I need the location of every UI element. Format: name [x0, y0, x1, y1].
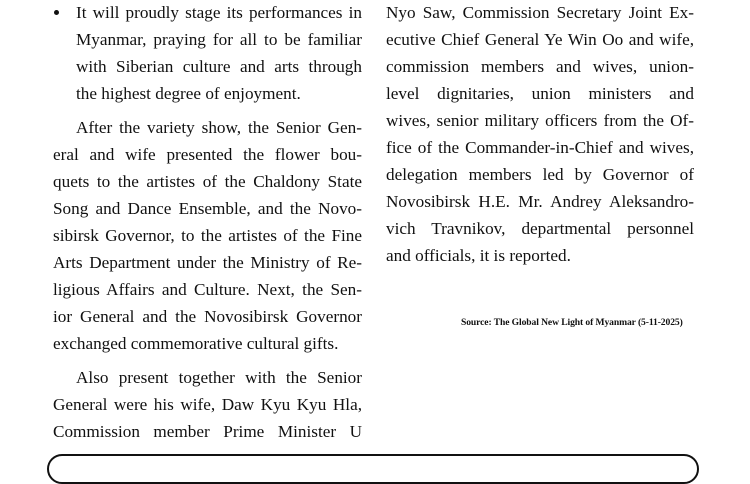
paragraph-line: level dignitaries, union ministers and: [386, 84, 694, 103]
left-column: [53, 0, 362, 445]
paragraph-line: wives, senior military officers from the Of-: [386, 111, 694, 130]
paragraph-line: After the variety show, the Senior Gen-: [76, 118, 362, 137]
bullet-item: [53, 0, 362, 107]
bullet-text-line: the highest degree of enjoyment.: [76, 84, 301, 103]
paragraph-line: commission members and wives, union-: [386, 57, 694, 76]
paragraph-line: eral and wife presented the flower bou-: [53, 145, 362, 164]
paragraph-line: Novosibirsk H.E. Mr. Andrey Aleksandro-: [386, 192, 694, 211]
paragraph-line: and officials, it is reported.: [386, 246, 571, 265]
paragraph-line: exchanged commemorative cultural gifts.: [53, 334, 339, 353]
paragraph-line: fice of the Commander-in-Chief and wives,: [386, 138, 694, 157]
paragraph-line: ecutive Chief General Ye Win Oo and wife,: [386, 30, 694, 49]
bottom-frame-border: [47, 454, 699, 484]
paragraph-line: sibirsk Governor, to the artistes of the Fine: [53, 226, 362, 245]
paragraph-variety-show: [53, 114, 362, 357]
bullet-text-line: It will proudly stage its performances in: [76, 3, 362, 22]
paragraph-continued: [386, 0, 694, 269]
bullet-text-line: with Siberian culture and arts through: [76, 57, 362, 76]
paragraph-line: quets to the artistes of the Chaldony State: [53, 172, 362, 191]
paragraph-line: Also present together with the Senior: [76, 368, 362, 387]
paragraph-line: vich Travnikov, departmental personnel: [386, 219, 694, 238]
bullet-icon: [54, 10, 59, 15]
paragraph-line: delegation members led by Governor of: [386, 165, 694, 184]
paragraph-line: ligious Affairs and Culture. Next, the Sen-: [53, 280, 362, 299]
paragraph-line: ior General and the Novosibirsk Governor: [53, 307, 362, 326]
paragraph-line: Commission member Prime Minister U: [53, 422, 362, 441]
paragraph-line: Song and Dance Ensemble, and the Novo-: [53, 199, 362, 218]
paragraph-line: Nyo Saw, Commission Secretary Joint Ex-: [386, 3, 694, 22]
paragraph-also-present: [53, 364, 362, 445]
right-column: [386, 0, 694, 269]
paragraph-line: General were his wife, Daw Kyu Kyu Hla,: [53, 395, 362, 414]
source-credit: Source: The Global New Light of Myanmar (5-11-2025): [461, 317, 683, 328]
bullet-text-line: Myanmar, praying for all to be familiar: [76, 30, 362, 49]
paragraph-line: Arts Department under the Ministry of Re-: [53, 253, 362, 272]
